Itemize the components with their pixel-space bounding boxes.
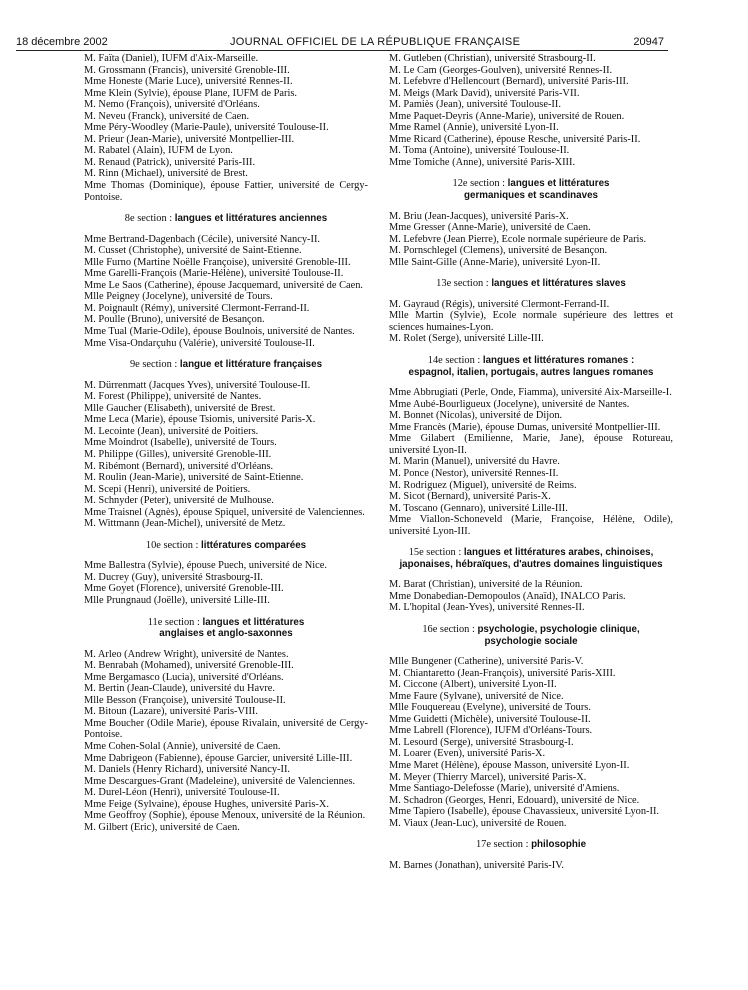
appointment-entry: M. Barat (Christian), université de la Réunion. (389, 579, 583, 591)
appointment-entry: M. Gilbert (Eric), université de Caen. (84, 821, 240, 833)
section-heading (84, 213, 368, 225)
section-heading (389, 178, 673, 201)
section-number: 9e section : (129, 359, 178, 371)
section-title-line2: espagnol, italien, portugais, autres langues romanes (408, 366, 654, 378)
appointment-entry: M. Lesourd (Serge), université Strasbourg-I. (389, 736, 574, 748)
appointment-entry: M. Arleo (Andrew Wright), université de Nantes. (84, 648, 289, 660)
appointment-entry: M. Viaux (Jean-Luc), université de Rouen. (389, 817, 567, 829)
appointment-entry: Mme Klein (Sylvie), épouse Plane, IUFM de Paris. (84, 87, 297, 99)
section-title: langues et littératures romanes : (482, 355, 635, 367)
header-page-number: 20947 (633, 36, 664, 48)
appointment-entry: Mlle Fouquereau (Evelyne), université de Tours. (389, 702, 591, 714)
appointment-entry: Mme Feige (Sylvaine), épouse Hughes, université Paris-X. (84, 798, 329, 810)
section-heading (389, 547, 673, 570)
appointment-entry: M. Schadron (Georges, Henri, Edouard), université de Nice. (389, 794, 640, 806)
section-title: langues et littératures (507, 178, 610, 190)
appointment-entry: Mme Gresser (Anne-Marie), université de Caen. (389, 222, 591, 234)
appointment-entry: M. Meigs (Mark David), université Paris-VII. (389, 87, 580, 99)
appointment-entry: Mme Péry-Woodley (Marie-Paule), université Toulouse-II. (84, 122, 329, 134)
section-number: 15e section : (408, 547, 462, 559)
appointment-entry: Mme Tual (Marie-Odile), épouse Boulnois, université de Nantes. (84, 326, 355, 338)
appointment-entry: M. Briu (Jean-Jacques), université Paris-X. (389, 210, 569, 222)
appointment-entry: Mme Guidetti (Michèle), université Toulouse-II. (389, 713, 591, 725)
appointment-entry: M. Schnyder (Peter), université de Mulhouse. (84, 495, 274, 507)
appointment-entry: M. Forest (Philippe), université de Nantes. (84, 391, 262, 403)
appointment-entry: Mlle Gaucher (Elisabeth), université de Brest. (84, 402, 276, 414)
appointment-entry: M. Toscano (Gennaro), université Lille-III. (389, 502, 568, 514)
appointment-entry: M. Loarer (Even), université Paris-X. (389, 748, 546, 760)
appointment-entry: Mlle Prungnaud (Joëlle), université Lille-III. (84, 594, 270, 606)
appointment-entry: M. Ribémont (Bernard), université d'Orléans. (84, 460, 274, 472)
appointment-entry: Mme Ramel (Annie), université Lyon-II. (389, 122, 559, 134)
appointment-entry: M. Ducrey (Guy), université Strasbourg-II. (84, 571, 264, 583)
appointment-entry: M. Benrabah (Mohamed), université Grenoble-III. (84, 660, 294, 672)
appointment-entry: Mlle Peigney (Jocelyne), université de Tours. (84, 291, 273, 303)
section-title: philosophie (531, 839, 587, 851)
appointment-entry: Mme Donabedian-Demopoulos (Anaïd), INALCO Paris. (389, 590, 626, 602)
section-title-line2: germaniques et scandinaves (464, 190, 598, 202)
section-number: 8e section : (124, 213, 173, 225)
header-rule (16, 50, 668, 51)
section-title: langues et littératures arabes, chinoises, (463, 547, 654, 559)
appointment-entry: M. Bonnet (Nicolas), université de Dijon. (389, 410, 563, 422)
section-number: 16e section : (422, 623, 475, 635)
appointment-entry: Mme Boucher (Odile Marie), épouse Rivalain, université de Cergy-Pontoise. (84, 717, 368, 741)
appointment-entry: Mlle Bungener (Catherine), université Paris-V. (389, 656, 584, 668)
appointment-entry: M. Neveu (Franck), université de Caen. (84, 110, 250, 122)
appointment-entry: Mme Goyet (Florence), université Grenoble-III. (84, 583, 284, 595)
appointment-entry: M. Ponce (Nestor), université Rennes-II. (389, 467, 559, 479)
appointment-entry: Mme Moindrot (Isabelle), université de Tours. (84, 437, 277, 449)
appointment-entry: M. Lefebvre (Jean Pierre), Ecole normale supérieure de Paris. (389, 233, 647, 245)
header-date: 18 décembre 2002 (16, 36, 108, 48)
appointment-entry: M. Poignault (Rémy), université Clermont-Ferrand-II. (84, 302, 310, 314)
section-number: 12e section : (452, 178, 506, 190)
appointment-entry: M. Bitoun (Lazare), université Paris-VIII. (84, 706, 258, 718)
appointment-entry: M. Ciccone (Albert), université Lyon-II. (389, 679, 557, 691)
section-number: 11e section : (147, 616, 200, 628)
appointment-entry: M. Daniels (Henry Richard), université Nancy-II. (84, 764, 291, 776)
section-heading (389, 355, 673, 378)
section-number: 10e section : (145, 539, 199, 551)
appointment-entry: M. Poulle (Bruno), université de Besançon. (84, 314, 265, 326)
appointment-entry: M. Cusset (Christophe), université de Saint-Etienne. (84, 245, 302, 257)
appointment-entry: Mme Tapiero (Isabelle), épouse Chavassieux, université Lyon-II. (389, 806, 660, 818)
section-heading (389, 839, 673, 851)
appointment-entry: M. Lecointe (Jean), université de Poitiers. (84, 425, 259, 437)
appointment-entry: Mme Labrell (Florence), IUFM d'Orléans-Tours. (389, 725, 593, 737)
right-column (389, 53, 673, 871)
appointment-entry: Mme Bertrand-Dagenbach (Cécile), université Nancy-II. (84, 233, 320, 245)
appointment-entry: Mme Abbrugiati (Perle, Onde, Fiamma), université Aix-Marseille-I. (389, 387, 672, 399)
section-number: 17e section : (475, 839, 529, 851)
appointment-entry: M. Rinn (Michael), université de Brest. (84, 168, 248, 180)
appointment-entry: M. Pornschlegel (Clemens), université de Besançon. (389, 245, 608, 257)
appointment-entry: Mme Francès (Marie), épouse Dumas, université Montpellier-III. (389, 421, 661, 433)
appointment-entry: Mme Gilabert (Emilienne, Marie, Jane), épouse Rotureau, université Lyon-II. (389, 433, 673, 456)
appointment-entry: Mme Tomiche (Anne), université Paris-XIII. (389, 156, 576, 168)
section-title: langues et littératures (202, 616, 305, 628)
appointment-entry: Mme Santiago-Delefosse (Marie), université d'Amiens. (389, 783, 620, 795)
appointment-entry: M. Lefebvre d'Hellencourt (Bernard), université Paris-III. (389, 76, 629, 88)
section-number: 14e section : (427, 355, 481, 367)
appointment-entry: M. Bertin (Jean-Claude), université du Havre. (84, 683, 276, 695)
appointment-entry: M. Prieur (Jean-Marie), université Montpellier-III. (84, 133, 295, 145)
appointment-entry: M. Chiantaretto (Jean-François), université Paris-XIII. (389, 667, 616, 679)
appointment-entry: M. Nemo (François), université d'Orléans. (84, 99, 260, 111)
appointment-entry: M. Barnes (Jonathan), université Paris-IV. (389, 859, 564, 871)
appointment-entry: Mme Ricard (Catherine), épouse Resche, université Paris-II. (389, 133, 641, 145)
section-title: psychologie, psychologie clinique, (477, 623, 640, 635)
appointment-entry: M. Meyer (Thierry Marcel), université Paris-X. (389, 771, 587, 783)
appointment-entry: M. Roulin (Jean-Marie), université de Saint-Etienne. (84, 472, 304, 484)
appointment-entry: M. Durel-Léon (Henri), université Toulouse-II. (84, 787, 280, 799)
section-heading (84, 617, 368, 640)
appointment-entry: Mme Descargues-Grant (Madeleine), université de Valenciennes. (84, 775, 356, 787)
appointment-entry: Mlle Besson (Françoise), université Toulouse-II. (84, 694, 286, 706)
section-title: littératures comparées (201, 539, 307, 551)
appointment-entry: Mlle Saint-Gille (Anne-Marie), université Lyon-II. (389, 256, 601, 268)
appointment-entry: M. L'hopital (Jean-Yves), université Rennes-II. (389, 602, 585, 614)
section-title-line2: japonaises, hébraïques, d'autres domaines linguistiques (399, 558, 663, 570)
appointment-entry: Mme Aubé-Bourligueux (Jocelyne), université de Nantes. (389, 398, 630, 410)
section-title: langue et littérature françaises (179, 359, 323, 371)
appointment-entry: Mlle Martin (Sylvie), Ecole normale supérieure des lettres et sciences humaines-Lyon. (389, 310, 673, 333)
section-number: 13e section : (436, 278, 489, 290)
appointment-entry: M. Faïta (Daniel), IUFM d'Aix-Marseille. (84, 53, 259, 64)
section-heading (84, 540, 368, 552)
appointment-entry: M. Le Cam (Georges-Goulven), université Rennes-II. (389, 64, 613, 76)
section-heading (389, 278, 673, 290)
appointment-entry: Mme Visa-Ondarçuhu (Valérie), université Toulouse-II. (84, 337, 315, 349)
appointment-entry: Mme Geoffroy (Sophie), épouse Menoux, université de la Réunion. (84, 810, 366, 822)
appointment-entry: Mme Paquet-Deyris (Anne-Marie), université de Rouen. (389, 110, 625, 122)
appointment-entry: M. Sicot (Bernard), université Paris-X. (389, 491, 551, 503)
header-title: JOURNAL OFFICIEL DE LA RÉPUBLIQUE FRANÇAISE (230, 36, 521, 48)
appointment-entry: M. Rolet (Serge), université Lille-III. (389, 333, 544, 345)
appointment-entry: M. Rabatel (Alain), IUFM de Lyon. (84, 145, 233, 157)
appointment-entry: Mme Honeste (Marie Luce), université Rennes-II. (84, 76, 293, 88)
appointment-entry: Mme Thomas (Dominique), épouse Fattier, université de Cergy-Pontoise. (84, 180, 368, 203)
appointment-entry: Mme Dabrigeon (Fabienne), épouse Garcier, université Lille-III. (84, 752, 353, 764)
appointment-entry: M. Gayraud (Régis), université Clermont-Ferrand-II. (389, 298, 610, 310)
page-header (0, 0, 748, 48)
section-title-line2: anglaises et anglo-saxonnes (159, 628, 293, 640)
appointment-entry: Mme Garelli-François (Marie-Hélène), université Toulouse-II. (84, 268, 344, 280)
appointment-entry: Mme Ballestra (Sylvie), épouse Puech, université de Nice. (84, 560, 327, 572)
appointment-entry: M. Scepi (Henri), université de Poitiers. (84, 483, 251, 495)
appointment-entry: Mlle Furno (Martine Noëlle Françoise), université Grenoble-III. (84, 256, 351, 268)
appointment-entry: Mme Viallon-Schoneveld (Marie, Françoise, Hélène, Odile), université Lyon-III. (389, 514, 673, 537)
appointment-entry: Mme Traisnel (Agnès), épouse Spiquel, université de Valenciennes. (84, 506, 365, 518)
left-column (84, 53, 368, 833)
appointment-entry: Mme Le Saos (Catherine), épouse Jacquemard, université de Caen. (84, 279, 364, 291)
appointment-entry: M. Philippe (Gilles), université Grenoble-III. (84, 448, 272, 460)
appointment-entry: M. Dürrenmatt (Jacques Yves), université Toulouse-II. (84, 379, 311, 391)
appointment-entry: M. Pamiès (Jean), université Toulouse-II. (389, 99, 561, 111)
appointment-entry: M. Marin (Manuel), université du Havre. (389, 456, 560, 468)
appointment-entry: Mme Cohen-Solal (Annie), université de Caen. (84, 740, 281, 752)
appointment-entry: M. Grossmann (Francis), université Grenoble-III. (84, 64, 290, 76)
section-heading (389, 624, 673, 647)
appointment-entry: Mme Leca (Marie), épouse Tsiomis, université Paris-X. (84, 414, 316, 426)
appointment-entry: M. Rodriguez (Miguel), université de Reims. (389, 479, 577, 491)
appointment-entry: Mme Faure (Sylvane), université de Nice. (389, 690, 564, 702)
appointment-entry: M. Toma (Antoine), université Toulouse-II. (389, 145, 570, 157)
appointment-entry: Mme Maret (Hélène), épouse Masson, université Lyon-II. (389, 759, 630, 771)
section-title: langues et littératures anciennes (174, 213, 328, 225)
section-title-line2: psychologie sociale (484, 635, 578, 647)
section-heading (84, 359, 368, 371)
section-title: langues et littératures slaves (491, 278, 626, 290)
appointment-entry: Mme Bergamasco (Lucia), université d'Orléans. (84, 671, 284, 683)
appointment-entry: M. Wittmann (Jean-Michel), université de Metz. (84, 518, 286, 530)
appointment-entry: M. Gutleben (Christian), université Strasbourg-II. (389, 53, 596, 64)
appointment-entry: M. Renaud (Patrick), université Paris-III. (84, 156, 256, 168)
